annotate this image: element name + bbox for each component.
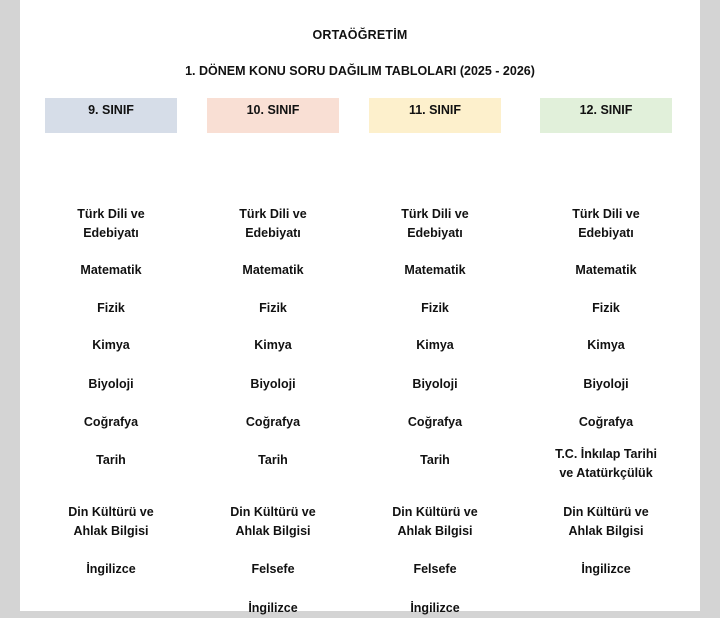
- subject-item: İngilizce: [581, 562, 631, 576]
- school-level-title: ORTAÖĞRETİM: [312, 28, 408, 42]
- subject-item: Türk Dili ve Edebiyatı: [401, 207, 469, 240]
- subject-item: Coğrafya: [245, 415, 301, 429]
- subject-item: Matematik: [575, 263, 637, 277]
- subject-item: Tarih: [420, 453, 450, 467]
- subject-item: Tarih: [96, 453, 126, 467]
- grade-column: [535, 98, 677, 576]
- subject-item: Biyoloji: [88, 377, 134, 391]
- subject-item: Türk Dili ve Edebiyatı: [77, 207, 145, 240]
- grade-header: 9. SINIF: [45, 98, 177, 133]
- subject-item: Kimya: [587, 338, 625, 352]
- subject-item: Matematik: [80, 263, 142, 277]
- subject-item: Kimya: [254, 338, 292, 352]
- document-page: [20, 0, 700, 615]
- subject-item: Biyoloji: [412, 377, 458, 391]
- grade-column: [40, 98, 182, 576]
- grade-column: [364, 98, 506, 615]
- subject-item: Kimya: [416, 338, 454, 352]
- subject-item: Fizik: [592, 301, 620, 315]
- subject-item: Din Kültürü ve Ahlak Bilgisi: [230, 505, 316, 538]
- table-title: 1. DÖNEM KONU SORU DAĞILIM TABLOLARI (2025 - 2026): [185, 64, 535, 78]
- subject-item: Din Kültürü ve Ahlak Bilgisi: [563, 505, 649, 538]
- subject-item: İngilizce: [410, 601, 460, 615]
- subject-item: Coğrafya: [407, 415, 463, 429]
- grade-header: 12. SINIF: [540, 98, 672, 133]
- subject-item: Tarih: [258, 453, 288, 467]
- subject-item: Fizik: [97, 301, 125, 315]
- subject-item: T.C. İnkılap Tarihi ve Atatürkçülük: [555, 447, 657, 480]
- subject-item: Felsefe: [413, 562, 457, 576]
- subject-item: Felsefe: [251, 562, 295, 576]
- subject-item: Kimya: [92, 338, 130, 352]
- subject-item: Din Kültürü ve Ahlak Bilgisi: [392, 505, 478, 538]
- subject-item: Din Kültürü ve Ahlak Bilgisi: [68, 505, 154, 538]
- subject-item: Matematik: [404, 263, 466, 277]
- subject-item: İngilizce: [248, 601, 298, 615]
- subject-item: Türk Dili ve Edebiyatı: [572, 207, 640, 240]
- subject-item: Biyoloji: [250, 377, 296, 391]
- grade-header: 10. SINIF: [207, 98, 339, 133]
- subject-item: İngilizce: [86, 562, 136, 576]
- grade-header: 11. SINIF: [369, 98, 501, 133]
- subject-item: Türk Dili ve Edebiyatı: [239, 207, 307, 240]
- subject-item: Biyoloji: [583, 377, 629, 391]
- grade-column: [202, 98, 344, 615]
- subject-item: Coğrafya: [578, 415, 634, 429]
- subject-item: Fizik: [421, 301, 449, 315]
- subject-item: Matematik: [242, 263, 304, 277]
- subject-item: Fizik: [259, 301, 287, 315]
- subject-item: Coğrafya: [83, 415, 139, 429]
